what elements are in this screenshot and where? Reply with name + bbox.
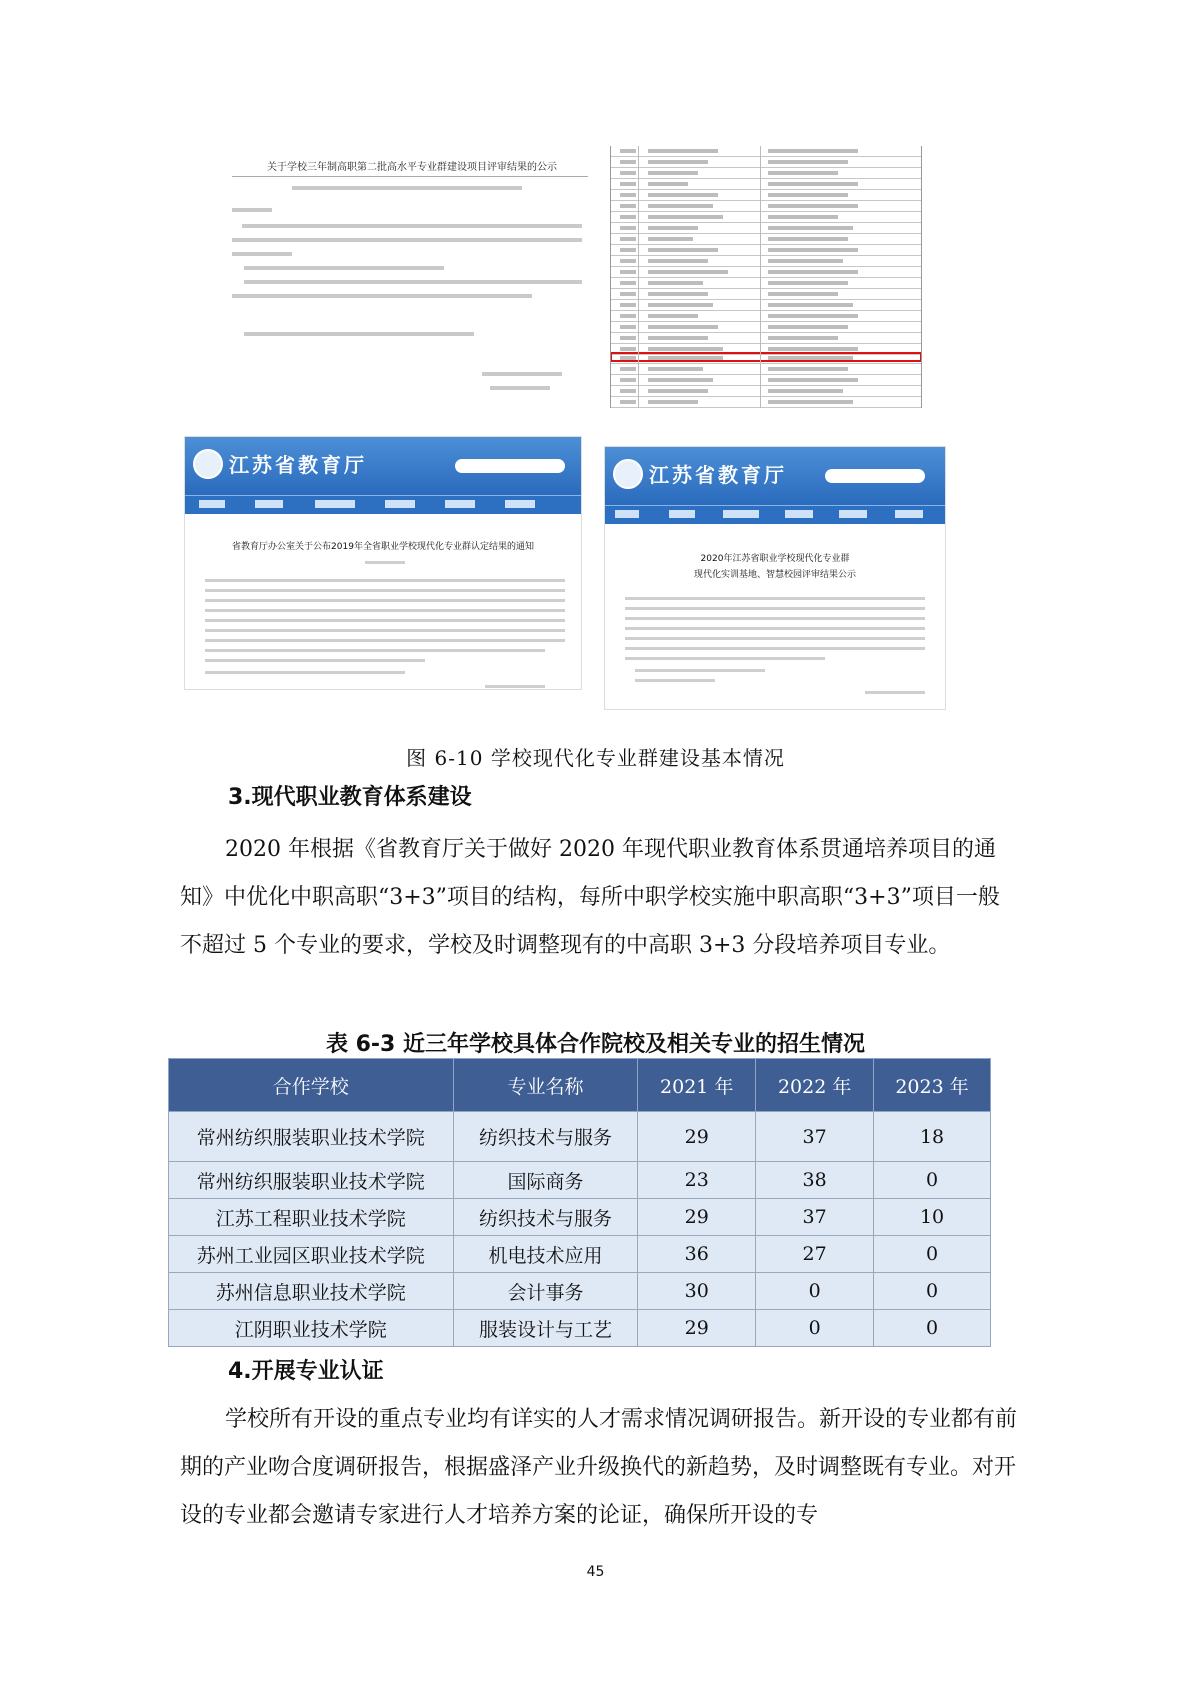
list-row bbox=[610, 375, 922, 386]
table-cell: 会计事务 bbox=[453, 1273, 638, 1310]
section-paragraph-4 bbox=[180, 1396, 1020, 1540]
enrollment-table bbox=[168, 1058, 991, 1347]
table-cell: 0 bbox=[756, 1310, 874, 1347]
table-cell: 纺织技术与服务 bbox=[453, 1199, 638, 1236]
table-cell: 37 bbox=[756, 1199, 874, 1236]
table-cell: 0 bbox=[874, 1162, 991, 1199]
table-row bbox=[169, 1199, 991, 1236]
table-cell: 0 bbox=[756, 1273, 874, 1310]
table-cell: 18 bbox=[874, 1112, 991, 1162]
header-partner-school: 合作学校 bbox=[169, 1059, 454, 1112]
table-cell: 30 bbox=[638, 1273, 756, 1310]
text-line bbox=[232, 208, 272, 212]
site-header bbox=[605, 447, 945, 505]
figure-caption: 图 6-10 学校现代化专业群建设基本情况 bbox=[406, 746, 785, 770]
table-cell: 常州纺织服装职业技术学院 bbox=[169, 1112, 454, 1162]
text-line bbox=[292, 186, 522, 190]
table-caption: 表 6-3 近三年学校具体合作院校及相关专业的招生情况 bbox=[325, 1032, 866, 1057]
paragraph-text: 学校所有开设的重点专业均有详实的人才需求情况调研报告。新开设的专业都有前期的产业吻合度调研报告，根据盛泽产业升级换代的新趋势，及时调整既有专业。对开设的专业都会邀请专家进行人才培养方案的论证，确保所开设的专 bbox=[180, 1407, 1018, 1528]
paragraph-text: 2020 年根据《省教育厅关于做好 2020 年现代职业教育体系贯通培养项目的通知》中优化中职高职“3+3”项目的结构，每所中职学校实施中职高职“3+3”项目一般不超过 5 个专业的要求，学校及时调整现有的中高职 3+3 分段培养项目专业。 bbox=[180, 837, 1000, 958]
screenshot-website-2019 bbox=[184, 436, 582, 690]
text-line bbox=[242, 224, 582, 228]
screenshot-result-list bbox=[610, 146, 922, 408]
screenshot-website-2020 bbox=[604, 446, 946, 710]
table-cell: 36 bbox=[638, 1236, 756, 1273]
table-cell: 纺织技术与服务 bbox=[453, 1112, 638, 1162]
list-row bbox=[610, 212, 922, 223]
notice-headline-2: 现代化实训基地、智慧校园评审结果公示 bbox=[693, 570, 856, 580]
site-nav bbox=[605, 505, 945, 524]
list-row bbox=[610, 267, 922, 278]
header-year-2021: 2021 年 bbox=[638, 1059, 756, 1112]
list-row bbox=[610, 311, 922, 322]
emblem-icon bbox=[613, 459, 643, 489]
table-cell: 常州纺织服装职业技术学院 bbox=[169, 1162, 454, 1199]
text-line bbox=[232, 252, 292, 256]
list-row bbox=[610, 245, 922, 256]
text-line bbox=[490, 386, 550, 390]
table-row bbox=[169, 1236, 991, 1273]
table-header-row bbox=[169, 1059, 991, 1112]
table-cell: 10 bbox=[874, 1199, 991, 1236]
site-name: 江苏省教育厅 bbox=[649, 463, 787, 487]
table-cell: 37 bbox=[756, 1112, 874, 1162]
table-row bbox=[169, 1162, 991, 1199]
list-row bbox=[610, 364, 922, 375]
table-cell: 0 bbox=[874, 1236, 991, 1273]
text-line bbox=[244, 280, 582, 284]
text-line bbox=[232, 238, 582, 242]
table-row bbox=[169, 1112, 991, 1162]
announcement-title: 关于学校三年制高职第二批高水平专业群建设项目评审结果的公示 bbox=[267, 162, 557, 173]
search-input bbox=[455, 459, 565, 473]
text-line bbox=[482, 372, 562, 376]
list-row bbox=[610, 223, 922, 234]
table-cell: 29 bbox=[638, 1199, 756, 1236]
list-row bbox=[610, 386, 922, 397]
list-row bbox=[610, 256, 922, 267]
list-row bbox=[610, 201, 922, 212]
list-row bbox=[610, 146, 922, 157]
site-nav bbox=[185, 495, 581, 514]
section-heading-3: 3.现代职业教育体系建设 bbox=[228, 785, 472, 810]
header-major-name: 专业名称 bbox=[453, 1059, 638, 1112]
list-row bbox=[610, 397, 922, 408]
section-paragraph-3 bbox=[180, 826, 1020, 970]
highlight-box bbox=[610, 352, 922, 362]
list-row bbox=[610, 278, 922, 289]
list-row bbox=[610, 179, 922, 190]
list-row bbox=[610, 322, 922, 333]
header-year-2022: 2022 年 bbox=[756, 1059, 874, 1112]
table-cell: 江苏工程职业技术学院 bbox=[169, 1199, 454, 1236]
text-line bbox=[244, 332, 474, 336]
search-input bbox=[825, 469, 925, 483]
table-cell: 江阴职业技术学院 bbox=[169, 1310, 454, 1347]
list-row bbox=[610, 234, 922, 245]
table-cell: 机电技术应用 bbox=[453, 1236, 638, 1273]
header-year-2023: 2023 年 bbox=[874, 1059, 991, 1112]
list-row bbox=[610, 333, 922, 344]
notice-headline: 省教育厅办公室关于公布2019年全省职业学校现代化专业群认定结果的通知 bbox=[232, 542, 534, 552]
title-divider bbox=[232, 176, 588, 177]
list-row bbox=[610, 157, 922, 168]
table-cell: 38 bbox=[756, 1162, 874, 1199]
notice-headline-1: 2020年江苏省职业学校现代化专业群 bbox=[700, 554, 850, 564]
table-cell: 0 bbox=[874, 1273, 991, 1310]
table-cell: 29 bbox=[638, 1112, 756, 1162]
table-row bbox=[169, 1273, 991, 1310]
page-number: 45 bbox=[586, 1564, 605, 1580]
text-line bbox=[232, 294, 532, 298]
site-name: 江苏省教育厅 bbox=[229, 453, 367, 477]
table-cell: 0 bbox=[874, 1310, 991, 1347]
table-cell: 国际商务 bbox=[453, 1162, 638, 1199]
list-row bbox=[610, 289, 922, 300]
list-row bbox=[610, 190, 922, 201]
table-cell: 服装设计与工艺 bbox=[453, 1310, 638, 1347]
table-cell: 苏州工业园区职业技术学院 bbox=[169, 1236, 454, 1273]
table-cell: 27 bbox=[756, 1236, 874, 1273]
table-cell: 23 bbox=[638, 1162, 756, 1199]
emblem-icon bbox=[193, 449, 223, 479]
table-cell: 苏州信息职业技术学院 bbox=[169, 1273, 454, 1310]
site-header bbox=[185, 437, 581, 495]
section-heading-4: 4.开展专业认证 bbox=[228, 1359, 384, 1384]
table-cell: 29 bbox=[638, 1310, 756, 1347]
list-row bbox=[610, 300, 922, 311]
screenshot-announcement bbox=[232, 146, 588, 396]
table-row bbox=[169, 1310, 991, 1347]
text-line bbox=[244, 266, 444, 270]
list-row bbox=[610, 168, 922, 179]
